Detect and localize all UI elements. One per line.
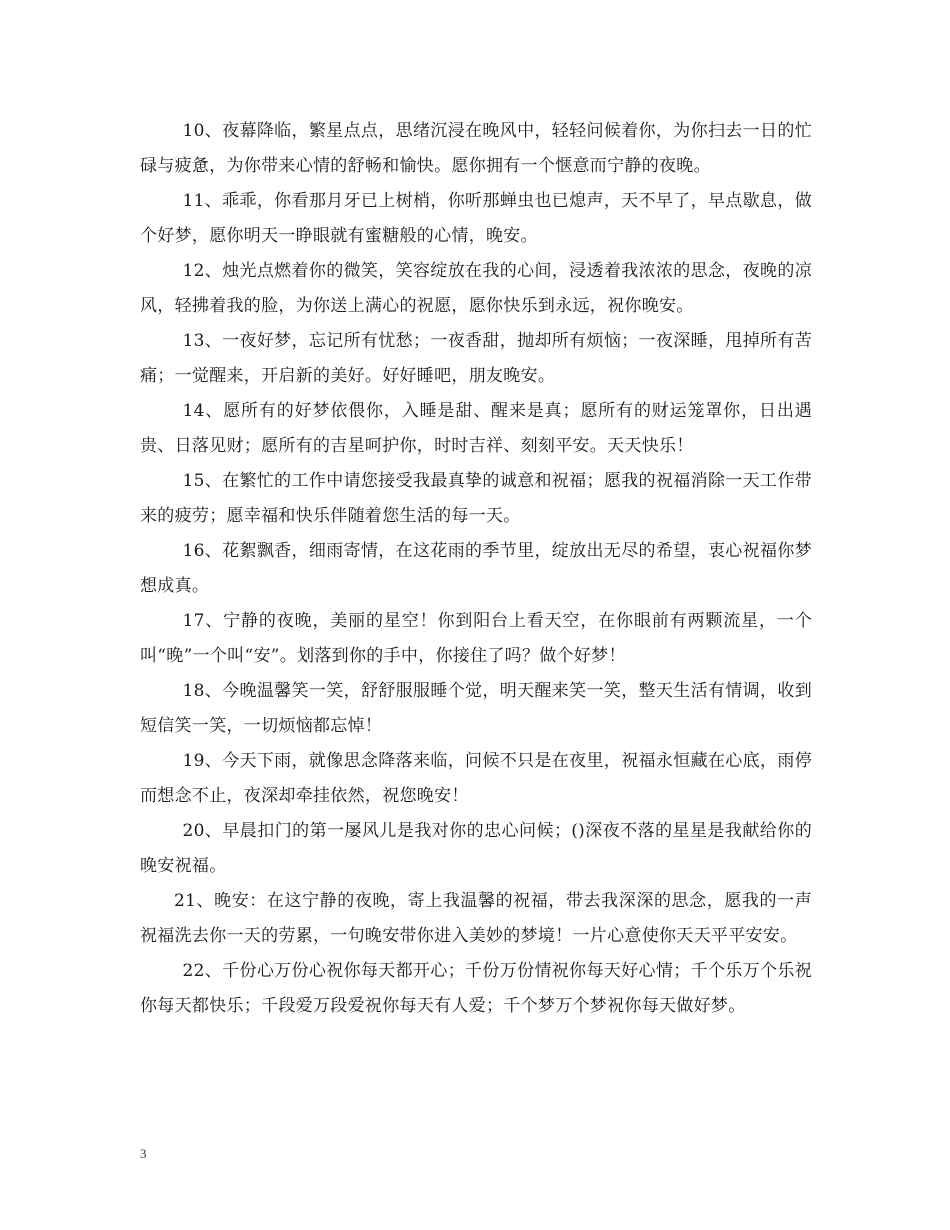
paragraph-21: 21、晚安：在这宁静的夜晚，寄上我温馨的祝福，带去我深深的思念，愿我的一声祝福洗去你一天的劳累，一句晚安带你进入美妙的梦境！一片心意使你天天平平安安。 [140, 891, 812, 946]
paragraph-10: 10、夜幕降临，繁星点点，思绪沉浸在晚风中，轻轻问候着你，为你扫去一日的忙碌与疲惫，为你带来心情的舒畅和愉快。愿你拥有一个惬意而宁静的夜晚。 [140, 121, 812, 176]
document-body [140, 114, 812, 1024]
paragraph-15: 15、在繁忙的工作中请您接受我最真挚的诚意和祝福；愿我的祝福消除一天工作带来的疲劳；愿幸福和快乐伴随着您生活的每一天。 [140, 471, 812, 526]
paragraph-17: 17、宁静的夜晚，美丽的星空！你到阳台上看天空，在你眼前有两颗流星，一个叫“晚”一个叫“安”。划落到你的手中，你接住了吗？做个好梦！ [140, 611, 812, 666]
paragraph-13: 13、一夜好梦，忘记所有忧愁；一夜香甜，抛却所有烦恼；一夜深睡，甩掉所有苦痛；一觉醒来，开启新的美好。好好睡吧，朋友晚安。 [140, 331, 812, 386]
paragraph-18: 18、今晚温馨笑一笑，舒舒服服睡个觉，明天醒来笑一笑，整天生活有情调，收到短信笑一笑，一切烦恼都忘悼！ [140, 681, 812, 736]
paragraph-14: 14、愿所有的好梦依偎你，入睡是甜、醒来是真；愿所有的财运笼罩你，日出遇贵、日落见财；愿所有的吉星呵护你，时时吉祥、刻刻平安。天天快乐！ [140, 401, 812, 456]
paragraph-19: 19、今天下雨，就像思念降落来临，问候不只是在夜里，祝福永恒藏在心底，雨停而想念不止，夜深却牵挂依然，祝您晚安！ [140, 751, 812, 806]
paragraph-16: 16、花絮飘香，细雨寄情，在这花雨的季节里，绽放出无尽的希望，衷心祝福你梦想成真。 [140, 541, 812, 596]
paragraph-11: 11、乖乖，你看那月牙已上树梢，你听那蝉虫也已熄声，天不早了，早点歇息，做个好梦，愿你明天一睁眼就有蜜糖般的心情，晚安。 [140, 191, 812, 246]
paragraph-12: 12、烛光点燃着你的微笑，笑容绽放在我的心间，浸透着我浓浓的思念，夜晚的凉风，轻拂着我的脸，为你送上满心的祝愿，愿你快乐到永远，祝你晚安。 [140, 261, 812, 316]
paragraph-22: 22、千份心万份心祝你每天都开心；千份万份情祝你每天好心情；千个乐万个乐祝你每天都快乐；千段爱万段爱祝你每天有人爱；千个梦万个梦祝你每天做好梦。 [140, 961, 812, 1016]
page-number: 3 [140, 1146, 147, 1161]
paragraph-20: 20、早晨扣门的第一屡风儿是我对你的忠心问候；()深夜不落的星星是我献给你的晚安祝福。 [140, 821, 812, 876]
